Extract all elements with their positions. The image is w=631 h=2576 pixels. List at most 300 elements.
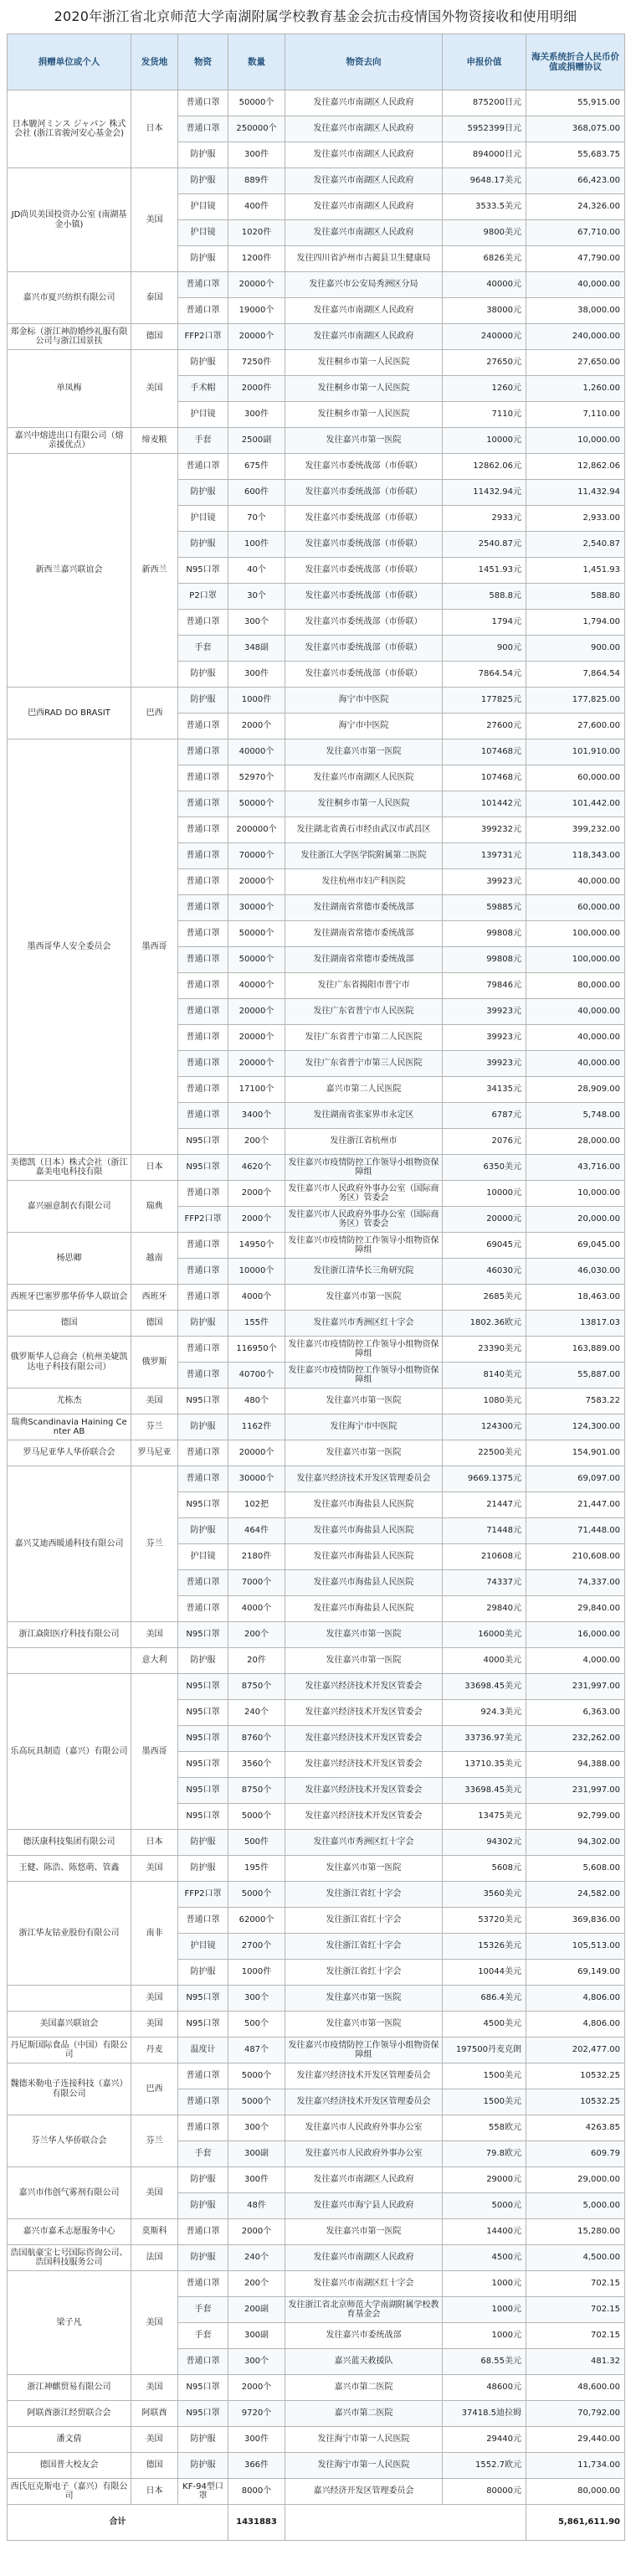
header-quantity: 数量	[228, 34, 285, 90]
rmb-value-cell: 210,608.00	[526, 1544, 625, 1570]
table-row	[8, 2063, 625, 2089]
table-row	[8, 2038, 625, 2063]
origin-cell: 日本	[131, 90, 178, 168]
destination-cell: 嘉兴市第二医院	[285, 2401, 443, 2427]
rmb-value-cell: 12,862.06	[526, 454, 625, 480]
item-cell: 普通口罩	[178, 2115, 228, 2141]
quantity-cell: 8750个	[228, 1674, 285, 1700]
declared-value-cell: 33736.97美元	[443, 1726, 526, 1752]
declared-value-cell: 79846元	[443, 973, 526, 999]
destination-cell: 发往嘉兴经济技术开发区管理委员会	[285, 2063, 443, 2089]
declared-value-cell: 101442元	[443, 791, 526, 817]
destination-cell: 发往嘉兴市海盐县人民医院	[285, 1492, 443, 1518]
table-row	[8, 90, 625, 116]
origin-cell: 德国	[131, 324, 178, 350]
table-row	[8, 1986, 625, 2012]
origin-cell: 巴西	[131, 2063, 178, 2115]
origin-cell: 美国	[131, 1856, 178, 1882]
declared-value-cell: 16000美元	[443, 1622, 526, 1648]
quantity-cell: 200个	[228, 2271, 285, 2297]
rmb-value-cell: 40,000.00	[526, 1051, 625, 1077]
destination-cell: 发往桐乡市第一人民医院	[285, 376, 443, 402]
rmb-value-cell: 60,000.00	[526, 895, 625, 921]
destination-cell: 发往嘉兴市南湖区人民政府	[285, 298, 443, 324]
declared-value-cell: 59885元	[443, 895, 526, 921]
rmb-value-cell: 69,149.00	[526, 1960, 625, 1986]
rmb-value-cell: 101,910.00	[526, 739, 625, 765]
rmb-value-cell: 100,000.00	[526, 947, 625, 973]
declared-value-cell: 875200日元	[443, 90, 526, 116]
header-declared-value: 申报价值	[443, 34, 526, 90]
destination-cell: 发往嘉兴市南湖区人民医院	[285, 765, 443, 791]
declared-value-cell: 1000元	[443, 2297, 526, 2323]
item-cell: N95口罩	[178, 2401, 228, 2427]
item-cell: FFP2口罩	[178, 324, 228, 350]
item-cell: 普通口罩	[178, 272, 228, 298]
declared-value-cell: 1500美元	[443, 2089, 526, 2115]
donor-cell: 嘉兴市夏兴纺织有限公司	[8, 272, 131, 324]
item-cell: 防护服	[178, 2167, 228, 2193]
table-row	[8, 1466, 625, 1492]
rmb-value-cell: 27,650.00	[526, 350, 625, 376]
donor-cell: 新西兰嘉兴联谊会	[8, 454, 131, 688]
declared-value-cell: 4500元	[443, 2245, 526, 2271]
table-body	[8, 90, 625, 2541]
quantity-cell: 14950个	[228, 1233, 285, 1259]
quantity-cell: 5000个	[228, 2089, 285, 2115]
origin-cell: 美国	[131, 1986, 178, 2012]
rmb-value-cell: 18,463.00	[526, 1285, 625, 1311]
quantity-cell: 9720个	[228, 2401, 285, 2427]
item-cell: 普通口罩	[178, 895, 228, 921]
origin-cell: 缔麦粮	[131, 428, 178, 454]
rmb-value-cell: 11,734.00	[526, 2453, 625, 2479]
origin-cell: 美国	[131, 2167, 178, 2219]
item-cell: 手套	[178, 2141, 228, 2167]
rmb-value-cell: 702.15	[526, 2323, 625, 2349]
destination-cell: 海宁市中医院	[285, 714, 443, 739]
origin-cell: 美国	[131, 2427, 178, 2453]
rmb-value-cell: 69,097.00	[526, 1466, 625, 1492]
destination-cell: 发往嘉兴经济技术开发区管委会	[285, 1726, 443, 1752]
destination-cell: 发往湖南省常德市委统战部	[285, 895, 443, 921]
quantity-cell: 1000件	[228, 688, 285, 714]
quantity-cell: 480个	[228, 1388, 285, 1414]
donor-cell: 浩国航豪宝七号国际咨询公司、浩国科技服务公司	[8, 2245, 131, 2271]
declared-value-cell: 924.3美元	[443, 1700, 526, 1726]
destination-cell: 发往嘉兴市第一医院	[285, 1285, 443, 1311]
item-cell: 防护服	[178, 532, 228, 558]
quantity-cell: 300件	[228, 2167, 285, 2193]
quantity-cell: 62000个	[228, 1908, 285, 1934]
destination-cell: 发往嘉兴市秀洲区红十字会	[285, 1311, 443, 1337]
destination-cell: 嘉兴蓝天救援队	[285, 2349, 443, 2375]
quantity-cell: 1000件	[228, 1960, 285, 1986]
item-cell: 普通口罩	[178, 1596, 228, 1622]
table-row	[8, 688, 625, 714]
quantity-cell: 4000个	[228, 1596, 285, 1622]
item-cell: 普通口罩	[178, 869, 228, 895]
destination-cell: 发往嘉兴市委统战部（市侨联）	[285, 662, 443, 688]
rmb-value-cell: 70,792.00	[526, 2401, 625, 2427]
origin-cell: 美国	[131, 168, 178, 272]
declared-value-cell: 33698.45美元	[443, 1674, 526, 1700]
quantity-cell: 20000个	[228, 1025, 285, 1051]
declared-value-cell: 74337元	[443, 1570, 526, 1596]
item-cell: 防护服	[178, 1960, 228, 1986]
declared-value-cell: 399232元	[443, 817, 526, 843]
declared-value-cell: 53720美元	[443, 1908, 526, 1934]
declared-value-cell: 39923元	[443, 869, 526, 895]
table-row	[8, 1882, 625, 1908]
table-row	[8, 1337, 625, 1363]
destination-cell: 发往嘉兴市公安局秀洲区分局	[285, 272, 443, 298]
item-cell: 防护服	[178, 246, 228, 272]
quantity-cell: 8000个	[228, 2479, 285, 2505]
quantity-cell: 10000个	[228, 1259, 285, 1285]
quantity-cell: 70000个	[228, 843, 285, 869]
donor-cell: 乐高玩具制造（嘉兴）有限公司	[8, 1674, 131, 1830]
destination-cell: 嘉兴市第二医院	[285, 2375, 443, 2401]
declared-value-cell: 4000美元	[443, 1648, 526, 1674]
donor-cell: 杨思卿	[8, 1233, 131, 1285]
declared-value-cell: 12862.06元	[443, 454, 526, 480]
item-cell: 普通口罩	[178, 791, 228, 817]
declared-value-cell: 5952399日元	[443, 116, 526, 142]
quantity-cell: 2700个	[228, 1934, 285, 1960]
donor-cell: 西班牙巴塞罗那华侨华人联谊会	[8, 1285, 131, 1311]
declared-value-cell: 69045元	[443, 1233, 526, 1259]
quantity-cell: 1200件	[228, 246, 285, 272]
quantity-cell: 50000个	[228, 90, 285, 116]
declared-value-cell: 210608元	[443, 1544, 526, 1570]
destination-cell: 发往嘉兴市南湖区人民政府	[285, 168, 443, 194]
rmb-value-cell: 94,388.00	[526, 1752, 625, 1778]
origin-cell: 越南	[131, 1233, 178, 1285]
table-row	[8, 1830, 625, 1856]
donor-cell: 单凤梅	[8, 350, 131, 428]
rmb-value-cell: 5,000.00	[526, 2193, 625, 2219]
header-donor: 捐赠单位或个人	[8, 34, 131, 90]
rmb-value-cell: 40,000.00	[526, 999, 625, 1025]
item-cell: 普通口罩	[178, 1285, 228, 1311]
quantity-cell: 300件	[228, 2427, 285, 2453]
destination-cell: 嘉兴市第二人民医院	[285, 1077, 443, 1103]
origin-cell: 德国	[131, 2453, 178, 2479]
quantity-cell: 2000个	[228, 714, 285, 739]
table-row	[8, 2479, 625, 2505]
declared-value-cell: 3560美元	[443, 1882, 526, 1908]
rmb-value-cell: 40,000.00	[526, 272, 625, 298]
destination-cell: 发往海宁市中医院	[285, 1414, 443, 1440]
destination-cell: 发往嘉兴市南湖区人民政府	[285, 2167, 443, 2193]
quantity-cell: 40000个	[228, 739, 285, 765]
rmb-value-cell: 368,075.00	[526, 116, 625, 142]
declared-value-cell: 38000元	[443, 298, 526, 324]
quantity-cell: 20000个	[228, 324, 285, 350]
origin-cell: 丹麦	[131, 2038, 178, 2063]
declared-value-cell: 14400元	[443, 2219, 526, 2245]
origin-cell: 日本	[131, 1830, 178, 1856]
destination-cell: 嘉兴经济开发区管理委员会	[285, 2479, 443, 2505]
declared-value-cell: 6826美元	[443, 246, 526, 272]
rmb-value-cell: 10,000.00	[526, 1181, 625, 1207]
quantity-cell: 70个	[228, 506, 285, 532]
origin-cell: 罗马尼亚	[131, 1440, 178, 1466]
item-cell: 普通口罩	[178, 1233, 228, 1259]
rmb-value-cell: 588.80	[526, 584, 625, 610]
destination-cell: 发往嘉兴市疫情防控工作领导小组物资保障组	[285, 1155, 443, 1181]
rmb-value-cell: 27,600.00	[526, 714, 625, 739]
quantity-cell: 240个	[228, 2245, 285, 2271]
rmb-value-cell: 100,000.00	[526, 921, 625, 947]
rmb-value-cell: 46,030.00	[526, 1259, 625, 1285]
origin-cell: 美国	[131, 2375, 178, 2401]
quantity-cell: 20000个	[228, 272, 285, 298]
item-cell: 防护服	[178, 1518, 228, 1544]
rmb-value-cell: 15,280.00	[526, 2219, 625, 2245]
quantity-cell: 600件	[228, 480, 285, 506]
destination-cell: 发往嘉兴市疫情防控工作领导小组物资保障组	[285, 1337, 443, 1363]
item-cell: 护目镜	[178, 402, 228, 428]
origin-cell: 德国	[131, 1311, 178, 1337]
quantity-cell: 48件	[228, 2193, 285, 2219]
destination-cell: 发往嘉兴市第一医院	[285, 2012, 443, 2038]
item-cell: P2口罩	[178, 584, 228, 610]
item-cell: 防护服	[178, 2453, 228, 2479]
declared-value-cell: 10000元	[443, 1181, 526, 1207]
origin-cell: 新西兰	[131, 454, 178, 688]
origin-cell: 泰国	[131, 272, 178, 324]
rmb-value-cell: 7,864.54	[526, 662, 625, 688]
declared-value-cell: 2685美元	[443, 1285, 526, 1311]
rmb-value-cell: 1,794.00	[526, 610, 625, 636]
quantity-cell: 464件	[228, 1518, 285, 1544]
declared-value-cell: 1802.36欧元	[443, 1311, 526, 1337]
item-cell: N95口罩	[178, 1492, 228, 1518]
destination-cell: 发往嘉兴市第一医院	[285, 1986, 443, 2012]
destination-cell: 发往嘉兴市南湖区人民政府	[285, 194, 443, 220]
rmb-value-cell: 60,000.00	[526, 765, 625, 791]
destination-cell: 发往嘉兴市南湖区人民政府	[285, 2245, 443, 2271]
quantity-cell: 7000个	[228, 1570, 285, 1596]
table-row	[8, 1856, 625, 1882]
item-cell: 手术帽	[178, 376, 228, 402]
destination-cell: 发往广东省普宁市第三人民医院	[285, 1051, 443, 1077]
rmb-value-cell: 231,997.00	[526, 1778, 625, 1804]
item-cell: N95口罩	[178, 1700, 228, 1726]
destination-cell: 发往桐乡市第一人民医院	[285, 350, 443, 376]
quantity-cell: 2000个	[228, 2375, 285, 2401]
rmb-value-cell: 40,000.00	[526, 1025, 625, 1051]
item-cell: 普通口罩	[178, 1908, 228, 1934]
destination-cell: 发往嘉兴市第一医院	[285, 1440, 443, 1466]
donor-cell: 美国嘉兴联谊会	[8, 2012, 131, 2038]
destination-cell: 发往嘉兴市秀洲区红十字会	[285, 1830, 443, 1856]
item-cell: 普通口罩	[178, 817, 228, 843]
declared-value-cell: 39923元	[443, 1051, 526, 1077]
rmb-value-cell: 240,000.00	[526, 324, 625, 350]
table-row	[8, 1414, 625, 1440]
quantity-cell: 240个	[228, 1700, 285, 1726]
destination-cell: 发往嘉兴市第一医院	[285, 1856, 443, 1882]
header-destination: 物资去向	[285, 34, 443, 90]
item-cell: 护目镜	[178, 506, 228, 532]
destination-cell: 发往湖南省常德市委统战部	[285, 947, 443, 973]
item-cell: 防护服	[178, 1648, 228, 1674]
quantity-cell: 300件	[228, 662, 285, 688]
donor-cell: 浙江神麒贸易有限公司	[8, 2375, 131, 2401]
item-cell: 普通口罩	[178, 714, 228, 739]
destination-cell: 发往嘉兴市委统战部（市侨联）	[285, 584, 443, 610]
destination-cell: 发往嘉兴市疫情防控工作领导小组物资保障组	[285, 1363, 443, 1388]
item-cell: 普通口罩	[178, 116, 228, 142]
quantity-cell: 100件	[228, 532, 285, 558]
destination-cell: 发往嘉兴市海盐县人民医院	[285, 1518, 443, 1544]
total-rmb: 5,861,611.90	[526, 2505, 625, 2541]
declared-value-cell: 10000元	[443, 428, 526, 454]
rmb-value-cell: 10532.25	[526, 2063, 625, 2089]
origin-cell: 美国	[131, 350, 178, 428]
destination-cell: 发往浙江省杭州市	[285, 1129, 443, 1155]
declared-value-cell: 23390美元	[443, 1337, 526, 1363]
item-cell: N95口罩	[178, 1726, 228, 1752]
declared-value-cell: 9669.1375元	[443, 1466, 526, 1492]
origin-cell: 日本	[131, 2479, 178, 2505]
quantity-cell: 5000个	[228, 1882, 285, 1908]
item-cell: N95口罩	[178, 2012, 228, 2038]
quantity-cell: 2000个	[228, 2219, 285, 2245]
destination-cell: 发往嘉兴市人民政府外事办公室	[285, 2115, 443, 2141]
quantity-cell: 155件	[228, 1311, 285, 1337]
item-cell: N95口罩	[178, 1752, 228, 1778]
item-cell: 普通口罩	[178, 1337, 228, 1363]
item-cell: 普通口罩	[178, 947, 228, 973]
declared-value-cell: 40000元	[443, 272, 526, 298]
declared-value-cell: 15326美元	[443, 1934, 526, 1960]
table-row	[8, 454, 625, 480]
quantity-cell: 2000个	[228, 1181, 285, 1207]
destination-cell: 发往嘉兴市南湖区人民政府	[285, 220, 443, 246]
origin-cell: 法国	[131, 2245, 178, 2271]
declared-value-cell: 79.8欧元	[443, 2141, 526, 2167]
item-cell: 普通口罩	[178, 921, 228, 947]
quantity-cell: 1020件	[228, 220, 285, 246]
item-cell: 普通口罩	[178, 90, 228, 116]
total-row	[8, 2505, 625, 2541]
table-row	[8, 168, 625, 194]
quantity-cell: 400件	[228, 194, 285, 220]
item-cell: 普通口罩	[178, 1025, 228, 1051]
donor-cell: 芬兰华人华侨联合会	[8, 2115, 131, 2167]
origin-cell: 阿联酋	[131, 2401, 178, 2427]
donor-cell: 阿联酋浙江经贸联合会	[8, 2401, 131, 2427]
quantity-cell: 200000个	[228, 817, 285, 843]
declared-value-cell: 124300元	[443, 1414, 526, 1440]
declared-value-cell: 71448元	[443, 1518, 526, 1544]
declared-value-cell: 33698.45美元	[443, 1778, 526, 1804]
table-row	[8, 1233, 625, 1259]
declared-value-cell: 107468元	[443, 739, 526, 765]
table-row	[8, 2115, 625, 2141]
destination-cell: 发往湖南省张家界市永定区	[285, 1103, 443, 1129]
declared-value-cell: 94302元	[443, 1830, 526, 1856]
quantity-cell: 348副	[228, 636, 285, 662]
declared-value-cell: 27600元	[443, 714, 526, 739]
item-cell: 普通口罩	[178, 2063, 228, 2089]
table-row	[8, 1648, 625, 1674]
quantity-cell: 50000个	[228, 791, 285, 817]
rmb-value-cell: 29,840.00	[526, 1596, 625, 1622]
donor-cell: 巴西RAD DO BRASIT	[8, 688, 131, 739]
origin-cell: 意大利	[131, 1648, 178, 1674]
declared-value-cell: 894000日元	[443, 142, 526, 168]
item-cell: N95口罩	[178, 1155, 228, 1181]
destination-cell: 发往嘉兴市人民政府外事办公室	[285, 2141, 443, 2167]
item-cell: 防护服	[178, 1414, 228, 1440]
rmb-value-cell: 118,343.00	[526, 843, 625, 869]
quantity-cell: 300件	[228, 402, 285, 428]
donor-cell	[8, 1986, 131, 2012]
quantity-cell: 20000个	[228, 999, 285, 1025]
declared-value-cell: 197500丹麦克朗	[443, 2038, 526, 2063]
quantity-cell: 3400个	[228, 1103, 285, 1129]
quantity-cell: 300个	[228, 610, 285, 636]
destination-cell: 发往浙江清华长三角研究院	[285, 1259, 443, 1285]
item-cell: 温度计	[178, 2038, 228, 2063]
rmb-value-cell: 481.32	[526, 2349, 625, 2375]
origin-cell: 莫斯科	[131, 2219, 178, 2245]
item-cell: N95口罩	[178, 558, 228, 584]
origin-cell: 芬兰	[131, 1466, 178, 1622]
rmb-value-cell: 4,500.00	[526, 2245, 625, 2271]
table-row	[8, 2375, 625, 2401]
donation-table	[7, 33, 625, 2541]
declared-value-cell: 29440元	[443, 2427, 526, 2453]
total-label: 合计	[8, 2505, 228, 2541]
item-cell: 手套	[178, 428, 228, 454]
declared-value-cell: 4500美元	[443, 2012, 526, 2038]
quantity-cell: 2500副	[228, 428, 285, 454]
table-row	[8, 1622, 625, 1648]
item-cell: 普通口罩	[178, 765, 228, 791]
declared-value-cell: 7110元	[443, 402, 526, 428]
item-cell: 普通口罩	[178, 1440, 228, 1466]
rmb-value-cell: 94,302.00	[526, 1830, 625, 1856]
declared-value-cell: 1080美元	[443, 1388, 526, 1414]
donor-cell: 美德凯（日本）株式会社（浙江嘉美电电科技有限	[8, 1155, 131, 1181]
destination-cell: 发往嘉兴市南湖区人民政府	[285, 90, 443, 116]
donor-cell: 瑞典Scandinavia Haining Center AB	[8, 1414, 131, 1440]
origin-cell: 巴西	[131, 688, 178, 739]
destination-cell: 发往嘉兴经济技术开发区管理委员会	[285, 1466, 443, 1492]
destination-cell: 发往嘉兴市南湖区人民政府	[285, 142, 443, 168]
item-cell: 防护服	[178, 2427, 228, 2453]
rmb-value-cell: 66,423.00	[526, 168, 625, 194]
item-cell: 普通口罩	[178, 973, 228, 999]
destination-cell: 发往嘉兴市第一医院	[285, 1648, 443, 1674]
quantity-cell: 200个	[228, 1129, 285, 1155]
quantity-cell: 300副	[228, 2141, 285, 2167]
item-cell: 手套	[178, 2297, 228, 2323]
rmb-value-cell: 43,716.00	[526, 1155, 625, 1181]
destination-cell: 发往浙江省红十字会	[285, 1934, 443, 1960]
declared-value-cell: 99808元	[443, 947, 526, 973]
declared-value-cell: 20000元	[443, 1207, 526, 1233]
rmb-value-cell: 609.79	[526, 2141, 625, 2167]
quantity-cell: 487个	[228, 2038, 285, 2063]
rmb-value-cell: 231,997.00	[526, 1674, 625, 1700]
